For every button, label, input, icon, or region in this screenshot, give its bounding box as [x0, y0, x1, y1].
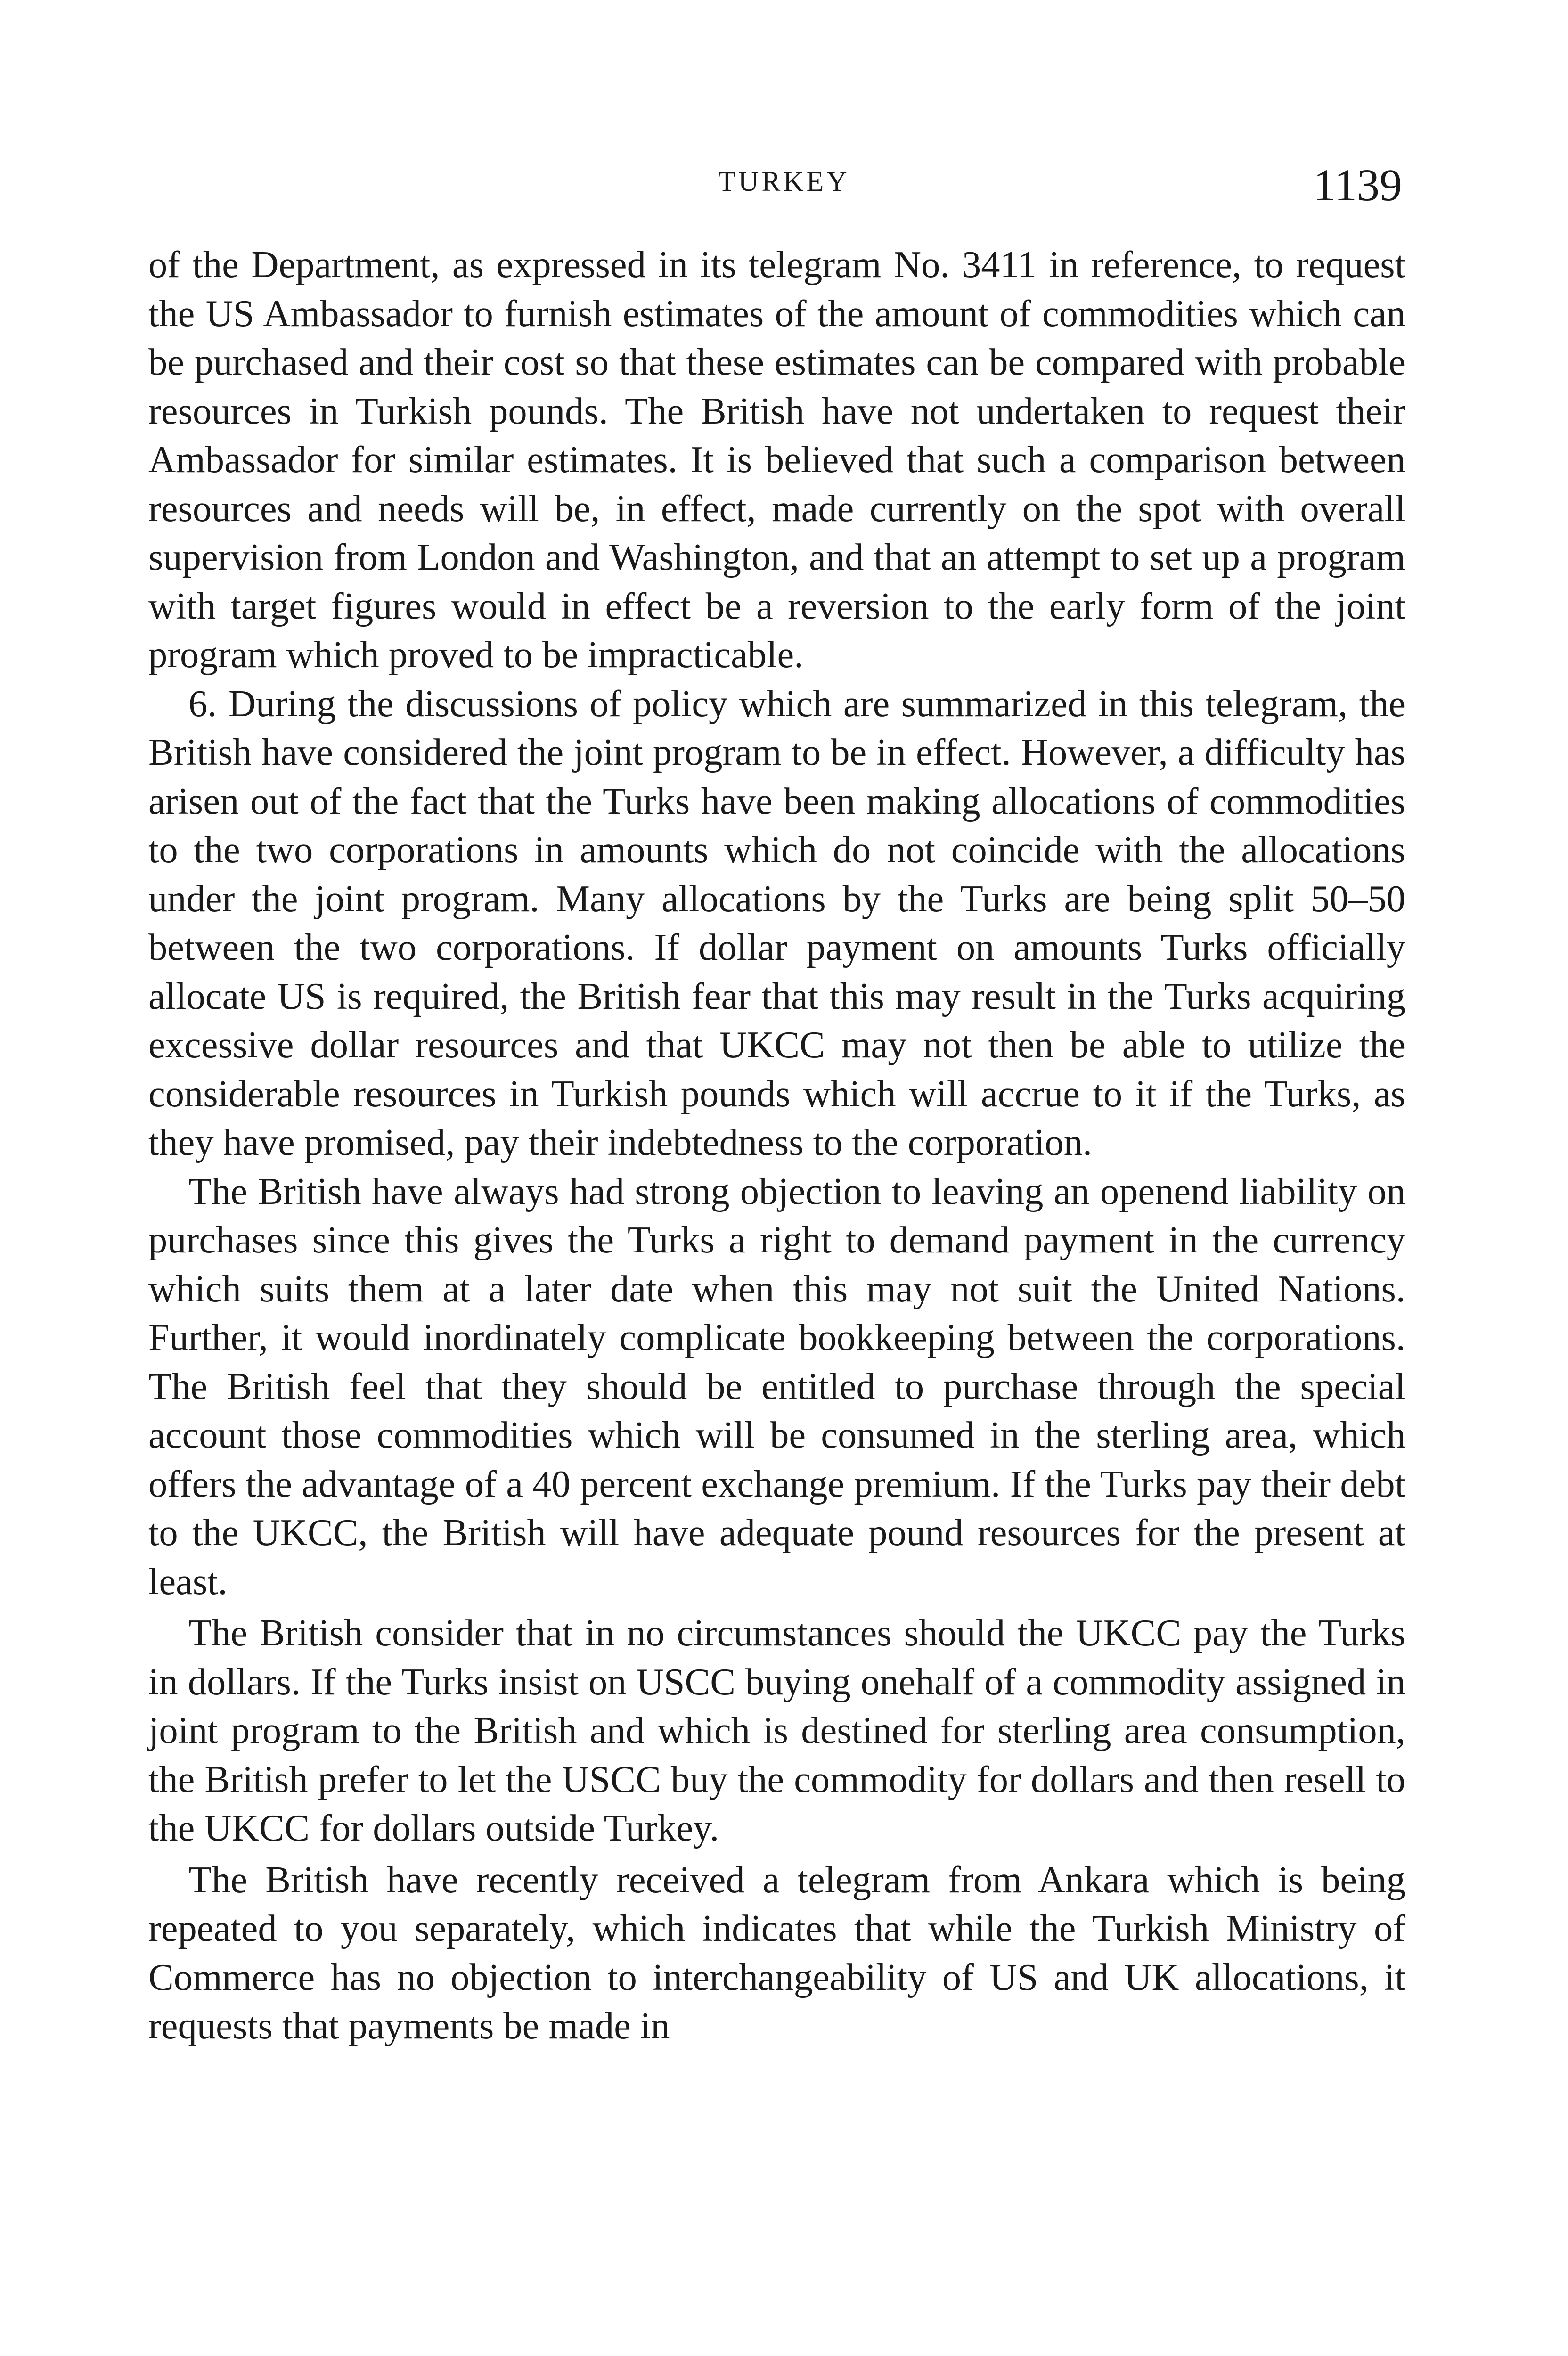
body-text [148, 240, 1405, 2051]
paragraph-ukcc-dollars: The British consider that in no circumstances should the UKCC pay the Turks in dollars. If the Turks insist on USCC buying onehalf of a commodity assigned in joint program to the British and which is destined for sterling area consumption, the British prefer to let the USCC buy the commodity for dollars and then resell to the UKCC for dollars outside Turkey. [148, 1612, 1405, 1849]
paragraph-ankara-telegram: The British have recently received a telegram from Ankara which is being repeated to you separately, which indicates that while the Turkish Ministry of Commerce has no objection to interchangeability of US and UK allocations, it requests that payments be made in [148, 1858, 1405, 2047]
paragraph-6: 6. During the discussions of policy which are summarized in this telegram, the British have considered the joint program to be in effect. However, a difficulty has arisen out of the fact that the Turks have been making allocations of commodities to the two corporations in amounts which do not coincide with the allocations under the joint program. Many allocations by the Turks are being split 50–50 between the two corporations. If dollar payment on amounts Turks officially allocate US is required, the British fear that this may result in the Turks acquiring excessive dollar resources and that UKCC may not then be able to utilize the considerable resources in Turkish pounds which will accrue to it if the Turks, as they have promised, pay their indebtedness to the corporation. [148, 682, 1405, 1163]
running-header-title: TURKEY [718, 166, 850, 197]
paragraph-open-end-liability: The British have always had strong objection to leaving an openend liability on purchases since this gives the Turks a right to demand payment in the currency which suits them at a later date when this may not suit the United Nations. Further, it would inordinately complicate bookkeeping between the corporations. The British feel that they should be entitled to purchase through the special account those commodities which will be consumed in the sterling area, which offers the advantage of a 40 percent exchange premium. If the Turks pay their debt to the UKCC, the British will have adequate pound resources for the present at least. [148, 1170, 1405, 1603]
page-number: 1139 [1313, 160, 1402, 210]
paragraph-continuation: of the Department, as expressed in its telegram No. 3411 in reference, to request the US Ambassador to furnish estimates of the amount of commodities which can be purchased and their cost so that these estimates can be compared with probable resources in Turkish pounds. The British have not undertaken to request their Ambassador for similar estimates. It is believed that such a comparison between resources and needs will be, in effect, made currently on the spot with overall supervision from London and Washington, and that an attempt to set up a program with target figures would in effect be a reversion to the early form of the joint program which proved to be impracticable. [148, 244, 1405, 676]
